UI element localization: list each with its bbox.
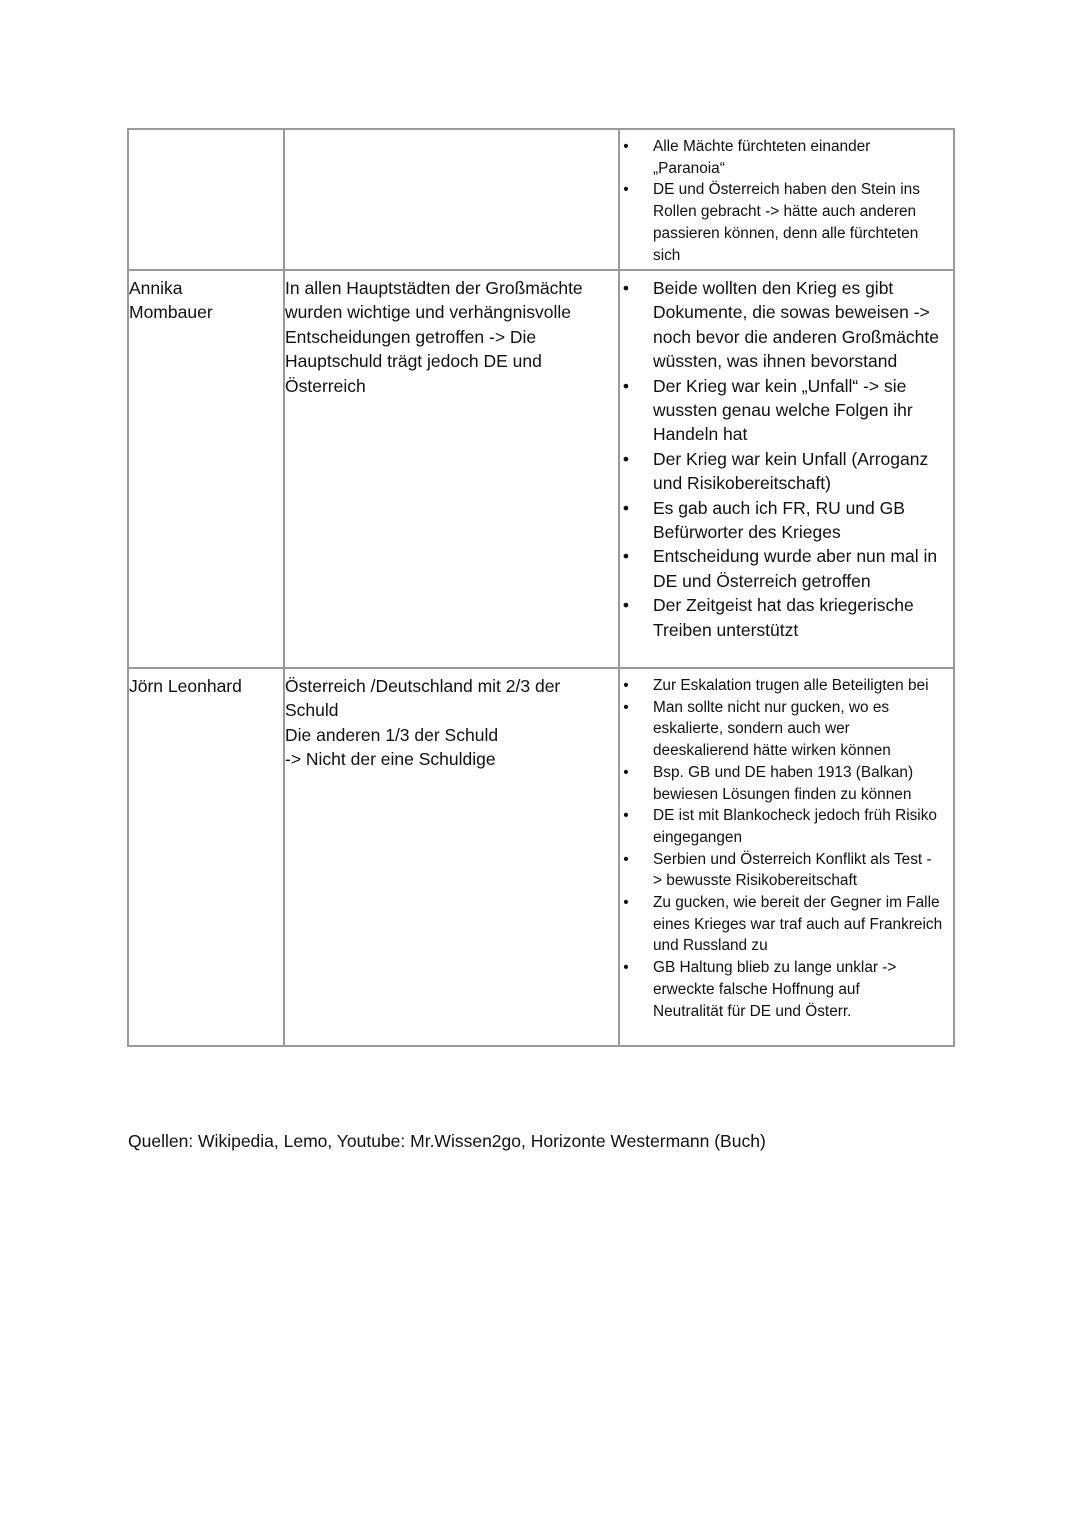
sources-line: Quellen: Wikipedia, Lemo, Youtube: Mr.Wissen2go, Horizonte Westermann (Buch) — [128, 1131, 766, 1151]
list-item: • Alle Mächte fürchteten einander „Paranoia“ — [620, 136, 953, 179]
bullet-icon: • — [623, 763, 629, 781]
bullet-icon: • — [623, 850, 629, 868]
list-item: • Man sollte nicht nur gucken, wo es eskalierte, sondern auch wer deeskalierend hätte wirken können — [620, 697, 953, 762]
list-item: • DE ist mit Blankocheck jedoch früh Risiko eingegangen — [620, 805, 953, 848]
list-item: • Bsp. GB und DE haben 1913 (Balkan) bewiesen Lösungen finden zu können — [620, 762, 953, 805]
bullet-icon: • — [622, 497, 630, 518]
table-row — [128, 129, 954, 270]
list-item: • Der Krieg war kein Unfall (Arroganz und Risikobereitschaft) — [622, 448, 929, 494]
bullet-icon: • — [623, 677, 629, 694]
thesis-cell — [284, 129, 619, 270]
list-item: • Serbien und Österreich Konflikt als Test - > bewusste Risikobereitschaft — [620, 849, 953, 892]
thesis-cell — [284, 668, 619, 1046]
author-name: Annika Mombauer — [129, 278, 213, 323]
bullet-icon: • — [622, 448, 630, 469]
table-row — [128, 668, 954, 1046]
thesis-text: In allen Hauptstädten der Großmächte wurden wichtige und verhängnisvolle Entscheidungen getroffen -> Die Hauptschuld trägt jedoch DE und Österreich — [285, 278, 583, 396]
bullet-icon: • — [622, 278, 630, 298]
list-item: • Entscheidung wurde aber nun mal in DE und Österreich getroffen — [622, 546, 938, 591]
arguments-list — [620, 675, 953, 1022]
arguments-cell — [619, 668, 954, 1046]
bullet-icon: • — [623, 807, 629, 825]
arguments-cell — [619, 129, 954, 270]
author-cell — [128, 129, 284, 270]
bullet-icon: • — [622, 595, 630, 616]
bullet-icon: • — [622, 375, 630, 396]
list-item: • Zur Eskalation trugen alle Beteiligten bei — [620, 675, 953, 697]
list-item: • Zu gucken, wie bereit der Gegner im Falle eines Krieges war traf auch auf Frankreich und Russland zu — [620, 892, 953, 957]
author-cell — [128, 668, 284, 1046]
author-cell — [128, 270, 284, 668]
bullet-icon: • — [623, 959, 629, 977]
list-item: • Es gab auch ich FR, RU und GB Befürworter des Krieges — [622, 497, 905, 543]
arguments-list — [620, 276, 953, 642]
list-item: • GB Haltung blieb zu lange unklar -> erweckte falsche Hoffnung auf Neutralität für DE und Österr. — [620, 957, 953, 1022]
thesis-cell — [284, 270, 619, 668]
thesis-text — [285, 130, 618, 135]
arguments-cell — [619, 270, 954, 668]
list-item: • Beide wollten den Krieg es gibt Dokumente, die sowas beweisen -> noch bevor die anderen Großmächte wüssten, was ihnen bevorstand — [622, 278, 939, 372]
list-item: • Der Zeitgeist hat das kriegerische Treiben unterstützt — [622, 595, 914, 640]
bullet-icon: • — [623, 698, 629, 716]
author-name — [129, 130, 283, 135]
bullet-icon: • — [622, 546, 630, 567]
bullet-icon: • — [623, 894, 629, 912]
author-name: Jörn Leonhard — [129, 676, 242, 696]
list-item: • DE und Österreich haben den Stein ins Rollen gebracht -> hätte auch anderen passieren können, denn alle fürchteten sich — [620, 179, 953, 266]
arguments-list — [620, 136, 953, 266]
list-item: • Der Krieg war kein „Unfall“ -> sie wussten genau welche Folgen ihr Handeln hat — [622, 375, 913, 445]
bullet-icon: • — [623, 138, 629, 155]
historians-table — [127, 128, 955, 1047]
thesis-text: Österreich /Deutschland mit 2/3 der Schuld Die anderen 1/3 der Schuld -> Nicht der eine Schuldige — [285, 676, 561, 770]
table-row — [128, 270, 954, 668]
bullet-icon: • — [623, 181, 629, 199]
